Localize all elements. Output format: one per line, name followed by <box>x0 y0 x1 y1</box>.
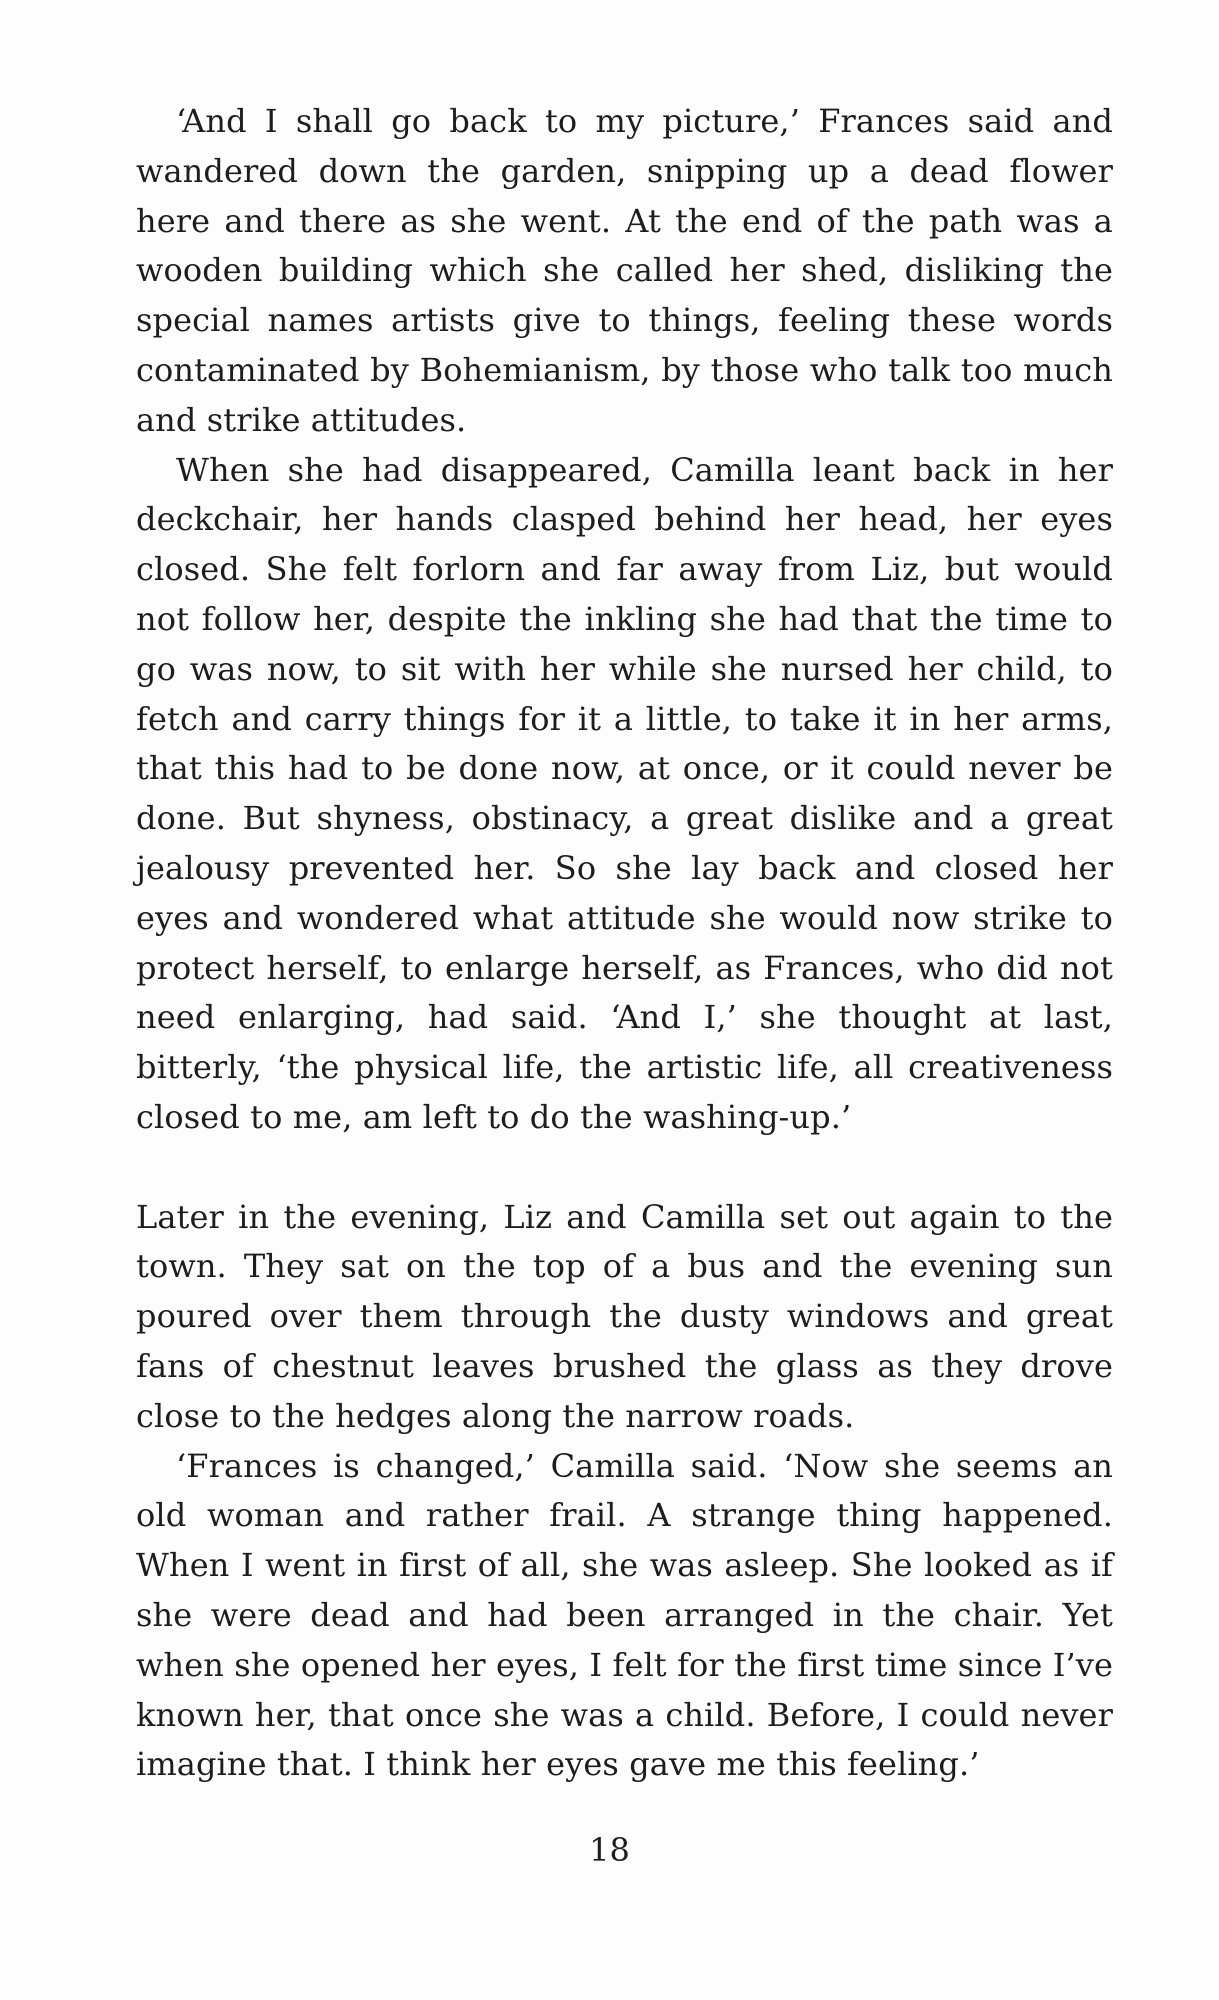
body-text <box>136 97 1113 1790</box>
section-break <box>136 1143 1113 1193</box>
paragraph-1: ‘And I shall go back to my picture,’ Frances said and wandered down the garden, snipping up a dead flower here and there as she went. At the end of the path was a wooden building which she called her shed, disliking the special names artists give to things, feeling these words contaminated by Bohemianism, by those who talk too much and strike attitudes. <box>136 102 1113 439</box>
paragraph-3: Later in the evening, Liz and Camilla set out again to the town. They sat on the top of a bus and the evening sun poured over them through the dusty windows and great fans of chestnut leaves brushed the glass as they drove close to the hedges along the narrow roads. <box>136 1197 1113 1435</box>
page-number: 18 <box>589 1831 630 1869</box>
paragraph-2: When she had disappeared, Camilla leant back in her deckchair, her hands clasped behind her head, her eyes closed. She felt forlorn and far away from Liz, but would not follow her, despite the inkling she had that the time to go was now, to sit with her while she nursed her child, to fetch and carry things for it a little, to take it in her arms, that this had to be done now, at once, or it could never be done. But shyness, obstinacy, a great dislike and a great jealousy prevented her. So she lay back and closed her eyes and wondered what attitude she would now strike to protect herself, to enlarge herself, as Frances, who did not need enlarging, had said. ‘And I,’ she thought at last, bitterly, ‘the physical life, the artistic life, all creativeness closed to me, am left to do the washing-up.’ <box>136 450 1113 1136</box>
paragraph-4: ‘Frances is changed,’ Camilla said. ‘Now she seems an old woman and rather frail. A strange thing happened. When I went in first of all, she was asleep. She looked as if she were dead and had been arranged in the chair. Yet when she opened her eyes, I felt for the first time since I’ve known her, that once she was a child. Before, I could never imagine that. I think her eyes gave me this feeling.’ <box>136 1446 1113 1784</box>
